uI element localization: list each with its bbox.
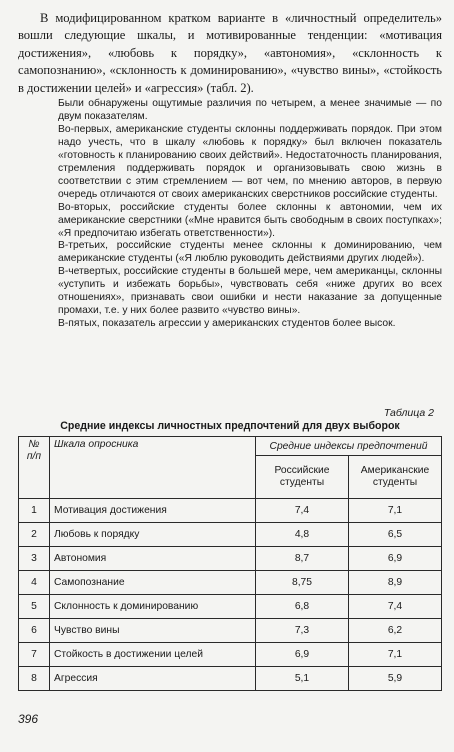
table-row	[19, 595, 442, 619]
row-russian-value: 7,3	[256, 619, 349, 643]
row-scale: Агрессия	[50, 667, 256, 691]
row-num: 6	[19, 619, 50, 643]
paragraph-second: Во-вторых, российские студенты более склонны к автономии, чем их американские сверстники («Мне нравится быть свободным в своих поступках»; «Я предпочитаю избегать ответственности»).	[58, 201, 442, 239]
table-row	[19, 667, 442, 691]
row-american-value: 7,1	[349, 499, 442, 523]
row-american-value: 7,4	[349, 595, 442, 619]
page-number: 396	[18, 712, 39, 726]
row-num: 4	[19, 571, 50, 595]
row-scale: Любовь к порядку	[50, 523, 256, 547]
paragraph-third: В-третьих, российские студенты менее склонны к доминированию, чем американские студенты («Я люблю руководить действиями других людей»).	[58, 240, 442, 265]
row-scale: Чувство вины	[50, 619, 256, 643]
row-num: 1	[19, 499, 50, 523]
row-american-value: 8,9	[349, 571, 442, 595]
preferences-table	[18, 436, 442, 691]
row-num: 5	[19, 595, 50, 619]
table-title: Средние индексы личностных предпочтений для двух выборок	[60, 420, 400, 432]
row-russian-value: 7,4	[256, 499, 349, 523]
header-american: Американские студенты	[349, 456, 442, 499]
header-scale: Шкала опросника	[50, 437, 256, 499]
table-row	[19, 499, 442, 523]
table-row	[19, 619, 442, 643]
row-american-value: 7,1	[349, 643, 442, 667]
row-american-value: 6,2	[349, 619, 442, 643]
row-num: 2	[19, 523, 50, 547]
row-russian-value: 5,1	[256, 667, 349, 691]
row-russian-value: 4,8	[256, 523, 349, 547]
header-russian: Российские студенты	[256, 456, 349, 499]
row-num: 7	[19, 643, 50, 667]
paragraph-first: Во-первых, американские студенты склонны поддерживать порядок. При этом надо учесть, что в шкалу «любовь к порядку» был включен показатель «готовность к планированию своих действий». Недостаточность планирования, стремления поддерживать порядок и организовывать свою жизнь в соответствии с этим стремлением — вот чем, по мнению авторов, в первую очередь отличаются от своих американских сверстников российские студенты.	[58, 123, 442, 200]
findings-text	[58, 98, 442, 331]
row-russian-value: 6,8	[256, 595, 349, 619]
row-num: 8	[19, 667, 50, 691]
row-scale: Мотивация достижения	[50, 499, 256, 523]
paragraph-differences: Были обнаружены ощутимые различия по четырем, а менее значимые — по двум показателям.	[58, 98, 442, 122]
row-scale: Самопознание	[50, 571, 256, 595]
table-row	[19, 523, 442, 547]
table-row	[19, 571, 442, 595]
paragraph-fifth: В-пятых, показатель агрессии у американских студентов более высок.	[58, 318, 396, 330]
row-russian-value: 8,7	[256, 547, 349, 571]
row-american-value: 6,5	[349, 523, 442, 547]
row-american-value: 5,9	[349, 667, 442, 691]
row-scale: Стойкость в достижении целей	[50, 643, 256, 667]
row-num: 3	[19, 547, 50, 571]
header-num: № п/п	[19, 437, 50, 499]
header-group: Средние индексы предпочтений	[256, 437, 442, 456]
row-american-value: 6,9	[349, 547, 442, 571]
row-scale: Автономия	[50, 547, 256, 571]
table-caption: Таблица 2	[383, 407, 434, 419]
row-russian-value: 6,9	[256, 643, 349, 667]
table-row	[19, 547, 442, 571]
paragraph-fourth: В-четвертых, российские студенты в большей мере, чем американцы, склонны «уступить и избежать борьбы», чувствовать себя «ниже других во всех отношениях», признавать свои ошибки и нести наказание за допущенные промахи, т.е. у них более развито «чувство вины».	[58, 266, 442, 317]
row-scale: Склонность к доминированию	[50, 595, 256, 619]
intro-paragraph: В модифицированном кратком варианте в «личностный определитель» вошли следующие шкалы, и мотивированные тенденции: «мотивация достижения», «любовь к порядку», «автономия», «склонность к самопознанию», «склонность к доминированию», «чувство вины», «стойкость в достижении целей» и «агрессия» (табл. 2).	[18, 11, 442, 95]
row-russian-value: 8,75	[256, 571, 349, 595]
table-row	[19, 643, 442, 667]
